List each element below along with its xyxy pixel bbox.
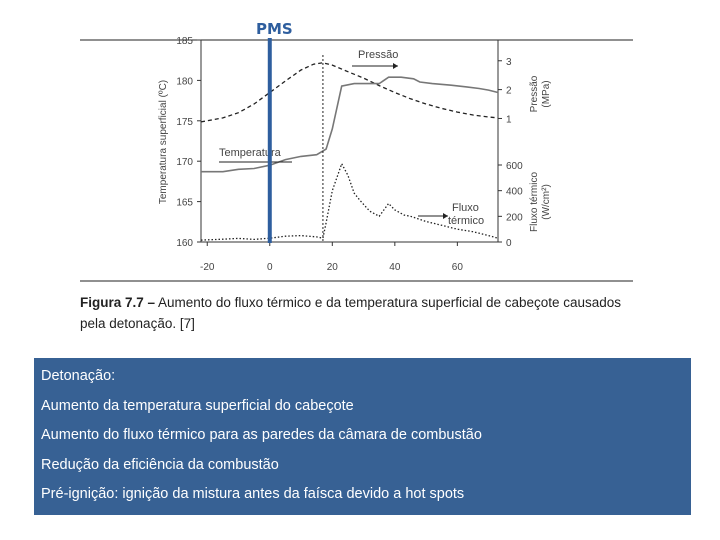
heatflux-tick-label: 0	[506, 238, 512, 249]
left-tick-label: 180	[176, 76, 193, 88]
note-item: Aumento da temperatura superficial do cabeçote	[41, 397, 354, 414]
left-tick-label: 160	[176, 238, 193, 249]
left-tick-label: 170	[176, 157, 193, 169]
heatflux-axis-unit: (W/cm²)	[541, 184, 552, 220]
pressure-tick-label: 1	[506, 114, 512, 126]
pressure-axis-label: Pressão	[529, 75, 540, 113]
notes-list	[34, 358, 691, 510]
left-tick-label: 165	[176, 197, 193, 209]
x-tick-label: -20	[200, 262, 215, 273]
note-item: Redução da eficiência da combustão	[41, 456, 279, 473]
annotation-heatflux-1: Fluxo	[452, 202, 479, 214]
annotation-pressure: Pressão	[358, 49, 399, 61]
left-axis-label: Temperatura superficial (ºC)	[158, 79, 169, 205]
left-tick-label: 175	[176, 116, 193, 128]
annotations	[219, 49, 484, 227]
x-tick-label: 40	[389, 262, 401, 273]
note-item: Pré-ignição: ignição da mistura antes da faísca devido a hot spots	[41, 486, 465, 502]
heatflux-tick-label: 400	[506, 186, 523, 198]
x-tick-label: 20	[326, 262, 338, 273]
heatflux-axis-label: Fluxo térmico	[529, 171, 540, 233]
note-item: Aumento do fluxo térmico para as paredes da câmara de combustão	[41, 427, 482, 443]
heatflux-tick-label: 200	[506, 212, 523, 224]
annotation-heatflux-2: térmico	[448, 215, 485, 227]
pressure-curve	[201, 63, 498, 122]
annotation-temperature: Temperatura	[219, 147, 281, 159]
notes-box	[34, 358, 691, 515]
pressure-axis-unit: (MPa)	[541, 80, 552, 108]
heatflux-tick-label: 600	[506, 161, 523, 172]
left-tick-label: 185	[176, 36, 193, 47]
note-item: Detonação:	[41, 368, 116, 384]
figure-caption	[80, 292, 640, 334]
pressure-tick-label: 3	[506, 56, 512, 68]
annotation-pressure-arrowhead	[393, 63, 398, 69]
caption-figure-number: Figura 7.7 –	[80, 295, 156, 310]
x-tick-label: 60	[451, 262, 463, 273]
pressure-tick-label: 2	[506, 85, 512, 97]
pms-label: PMS	[256, 20, 293, 38]
x-tick-label: 0	[266, 262, 273, 273]
caption-text: Aumento do fluxo térmico e da temperatura superficial de cabeçote causados pela detonação. [7]	[80, 295, 622, 331]
